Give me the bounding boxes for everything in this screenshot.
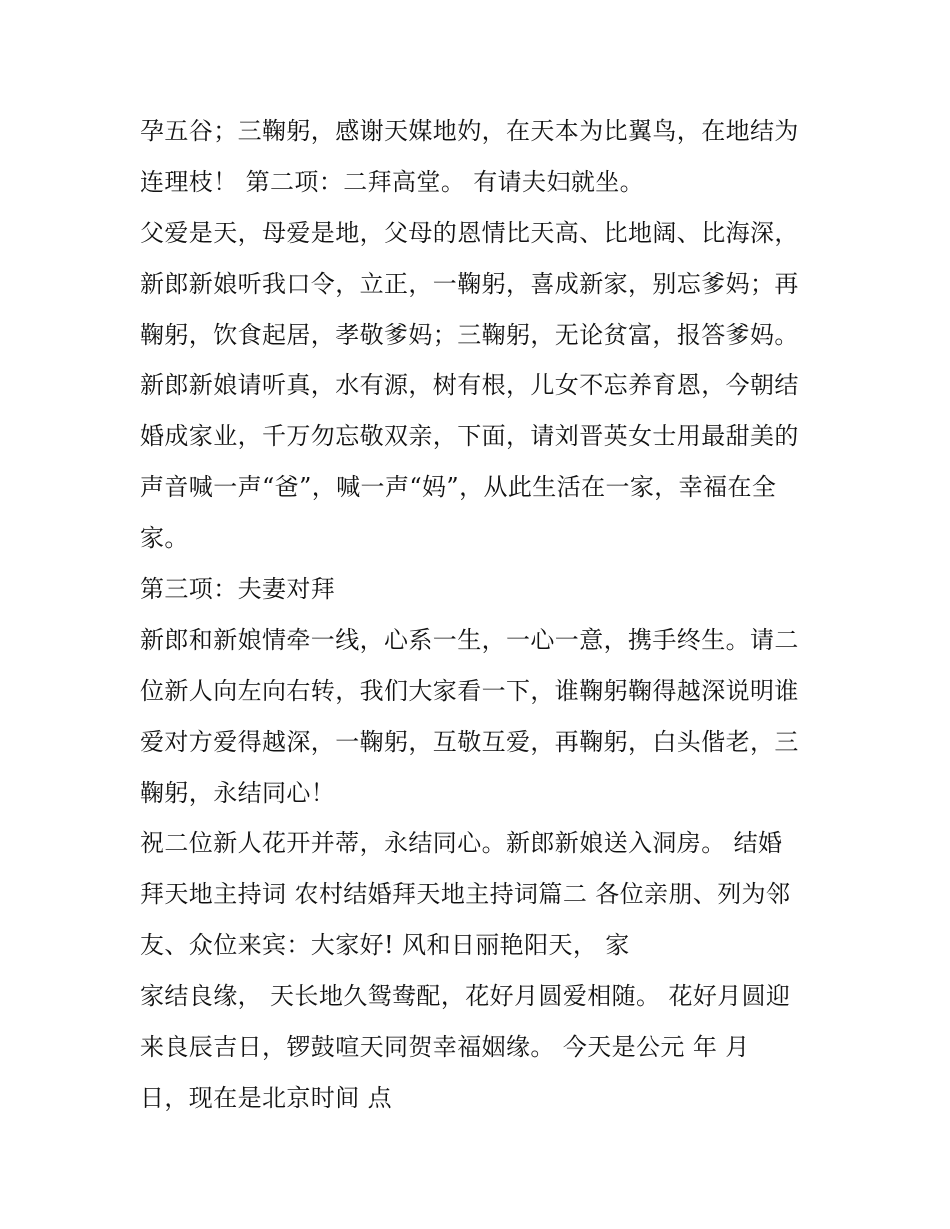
text-line-1: 孕五谷；三鞠躬，感谢天媒地妁，在天本为比翼鸟，在地结为 [140,117,799,145]
text-line-18: 家结良缘， 天长地久鸳鸯配，花好月圆爱相随。 花好月圆迎 [140,982,791,1011]
text-line-12: 位新人向左向右转，我们大家看一下，谁鞠躬鞠得越深说明谁 [140,676,799,705]
text-line-19: 来良辰吉日，锣鼓喧天同贺幸福姻缘。 今天是公元 年 月 [140,1033,750,1062]
text-line-13: 爱对方爱得越深，一鞠躬，互敬互爱，再鞠躬，白头偕老，三 [140,727,799,756]
text-line-6: 新郎新娘请听真，水有源，树有根，儿女不忘养育恩，今朝结 [140,371,799,400]
document-body [140,106,830,1124]
text-line-2: 连理枝！ 第二项：二拜高堂。 有请夫妇就坐。 [140,167,645,196]
text-line-3: 父爱是天，母爱是地，父母的恩情比天高、比地阔、比海深， [140,218,799,247]
text-line-16: 拜天地主持词 农村结婚拜天地主持词篇二 各位亲朋、列为邻 [140,880,791,909]
text-line-11: 新郎和新娘情牵一线，心系一生，一心一意，携手终生。请二 [140,625,799,654]
text-line-14: 鞠躬，永结同心！ [140,778,336,807]
text-line-4: 新郎新娘听我口令，立正，一鞠躬，喜成新家，别忘爹妈；再 [140,269,799,298]
text-line-5: 鞠躬，饮食起居，孝敬爹妈；三鞠躬，无论贫富，报答爹妈。 [140,320,799,349]
text-line-7: 婚成家业，千万勿忘敬双亲，下面，请刘晋英女士用最甜美的 [140,422,799,451]
text-line-20: 日，现在是北京时间 点 [140,1083,393,1112]
text-line-9: 家。 [140,524,189,553]
text-line-10: 第三项：夫妻对拜 [140,575,336,604]
text-line-17: 友、众位来宾：大家好! 风和日丽艳阳天， 家 [140,931,630,960]
text-line-8: 声音喊一声“爸”，喊一声“妈”，从此生活在一家，幸福在全 [140,473,777,502]
text-line-15: 祝二位新人花开并蒂，永结同心。新郎新娘送入洞房。 结婚 [140,829,783,858]
